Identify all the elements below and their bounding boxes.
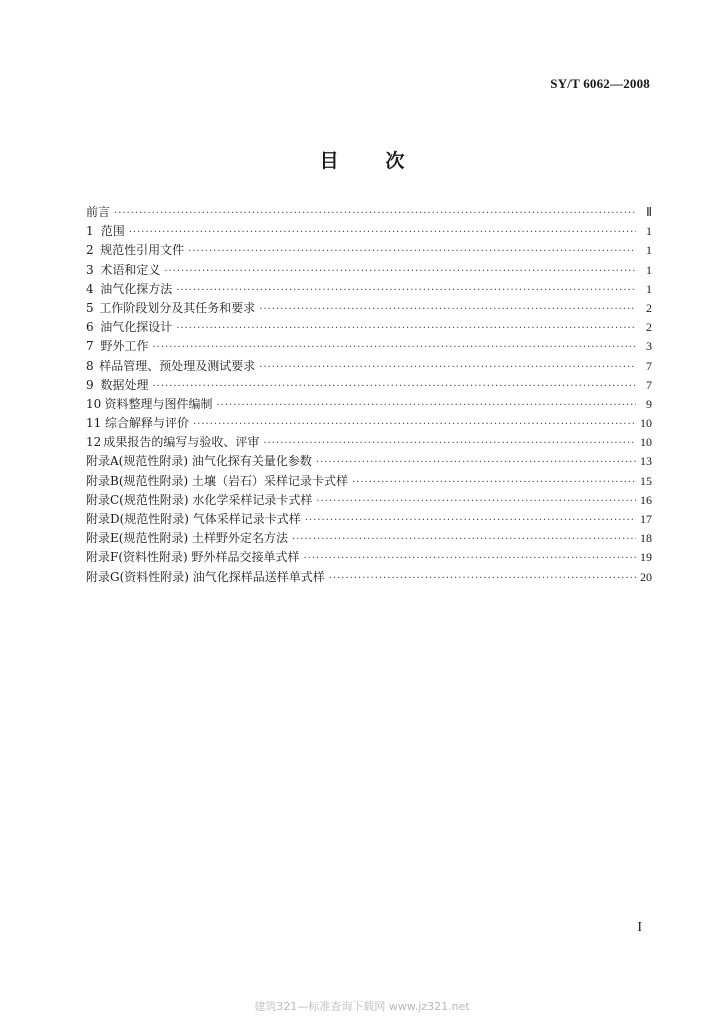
standard-code: SY/T 6062—2008 <box>550 76 650 91</box>
toc-page: 10 <box>640 416 652 431</box>
toc-title: 油气化探方法 <box>100 281 173 296</box>
toc-page: 1 <box>646 262 652 277</box>
toc-page: 16 <box>640 492 652 507</box>
toc-title: 规范性引用文件 <box>100 243 185 258</box>
toc-row[interactable] <box>86 222 652 241</box>
toc-page: 18 <box>640 531 652 546</box>
toc-leader-dots <box>259 358 636 377</box>
toc-row[interactable] <box>86 510 652 529</box>
toc-leader-dots <box>292 530 636 549</box>
toc-row[interactable] <box>86 452 652 471</box>
toc-leader-dots <box>305 511 636 530</box>
toc-number: 4 <box>86 281 94 296</box>
toc-row[interactable] <box>86 337 652 356</box>
toc-page: 10 <box>640 435 652 450</box>
toc-leader-dots <box>352 473 636 492</box>
toc-leader-dots <box>164 262 636 281</box>
toc-title: 附录A(规范性附录) 油气化探有关量化参数 <box>86 454 312 469</box>
toc-leader-dots <box>176 319 636 338</box>
toc-row[interactable] <box>86 472 652 491</box>
toc-page: 13 <box>640 454 652 469</box>
table-of-contents <box>86 203 652 587</box>
toc-page: 3 <box>646 339 652 354</box>
toc-number: 3 <box>86 262 94 277</box>
toc-number: 6 <box>86 320 94 335</box>
toc-leader-dots <box>329 569 636 588</box>
toc-title: 成果报告的编写与验收、评审 <box>103 435 260 450</box>
title-char-1: 目 <box>319 150 339 172</box>
toc-title: 资料整理与图件编制 <box>104 396 213 411</box>
toc-leader-dots <box>152 377 636 396</box>
toc-number: 12 <box>86 435 102 450</box>
toc-row[interactable] <box>86 299 652 318</box>
toc-page: 2 <box>646 300 652 315</box>
toc-title: 样品管理、预处理及测试要求 <box>99 358 256 373</box>
toc-page: 7 <box>646 358 652 373</box>
toc-title: 附录E(规范性附录) 土样野外定名方法 <box>86 531 288 546</box>
toc-title: 术语和定义 <box>100 262 161 277</box>
toc-row[interactable] <box>86 357 652 376</box>
toc-number: 2 <box>86 243 94 258</box>
toc-leader-dots <box>188 242 636 261</box>
toc-row[interactable] <box>86 529 652 548</box>
toc-page: 20 <box>640 569 652 584</box>
toc-row[interactable] <box>86 414 652 433</box>
toc-row[interactable] <box>86 433 652 452</box>
toc-title: 附录D(规范性附录) 气体采样记录卡式样 <box>86 512 301 526</box>
toc-number: 7 <box>86 339 94 354</box>
toc-leader-dots <box>129 223 636 242</box>
toc-number: 1 <box>86 224 94 239</box>
toc-row[interactable] <box>86 261 652 280</box>
toc-page: 19 <box>640 550 652 565</box>
toc-page: 1 <box>646 243 652 258</box>
toc-row[interactable] <box>86 491 652 510</box>
toc-leader-dots <box>193 415 636 434</box>
toc-page: 7 <box>646 377 652 392</box>
toc-title: 综合解释与评价 <box>105 416 190 431</box>
toc-page: 9 <box>646 396 652 411</box>
toc-title: 野外工作 <box>100 339 149 354</box>
toc-leader-dots <box>176 281 636 300</box>
toc-number: 5 <box>86 300 94 315</box>
toc-title: 前言 <box>86 205 111 219</box>
toc-leader-dots <box>216 396 636 415</box>
toc-page: Ⅱ <box>646 205 652 219</box>
toc-page: 15 <box>640 473 652 488</box>
toc-leader-dots <box>304 549 636 568</box>
toc-leader-dots <box>316 492 636 511</box>
toc-row[interactable] <box>86 376 652 395</box>
watermark: 建筑321—标准查询下载网 www.jz321.net <box>254 1000 470 1013</box>
toc-row[interactable] <box>86 548 652 567</box>
toc-title: 范围 <box>100 224 125 239</box>
toc-leader-dots <box>259 300 636 319</box>
page-number: I <box>637 920 642 935</box>
toc-number: 10 <box>86 396 102 411</box>
toc-title: 附录F(资料性附录) 野外样品交接单式样 <box>86 550 300 565</box>
toc-leader-dots <box>114 204 636 223</box>
toc-row[interactable] <box>86 568 652 587</box>
toc-title: 附录C(规范性附录) 水化学采样记录卡式样 <box>86 492 313 507</box>
toc-row[interactable] <box>86 241 652 260</box>
toc-row[interactable] <box>86 280 652 299</box>
toc-leader-dots <box>152 338 636 357</box>
toc-page: 1 <box>646 224 652 239</box>
toc-leader-dots <box>263 434 636 453</box>
toc-number: 11 <box>86 416 102 431</box>
toc-row[interactable] <box>86 203 652 222</box>
toc-page: 1 <box>646 281 652 296</box>
toc-number: 9 <box>86 377 94 392</box>
page-title <box>0 146 724 173</box>
toc-title: 附录G(资料性附录) 油气化探样品送样单式样 <box>86 569 325 584</box>
toc-number: 8 <box>86 358 94 373</box>
toc-page: 2 <box>646 320 652 335</box>
toc-row[interactable] <box>86 395 652 414</box>
toc-row[interactable] <box>86 318 652 337</box>
toc-title: 数据处理 <box>100 377 149 392</box>
toc-leader-dots <box>316 453 636 472</box>
toc-title: 附录B(规范性附录) 土壤（岩石）采样记录卡式样 <box>86 473 348 488</box>
toc-title: 工作阶段划分及其任务和要求 <box>99 300 256 315</box>
toc-title: 油气化探设计 <box>100 320 173 335</box>
toc-page: 17 <box>640 512 652 526</box>
title-char-2: 次 <box>385 150 405 172</box>
